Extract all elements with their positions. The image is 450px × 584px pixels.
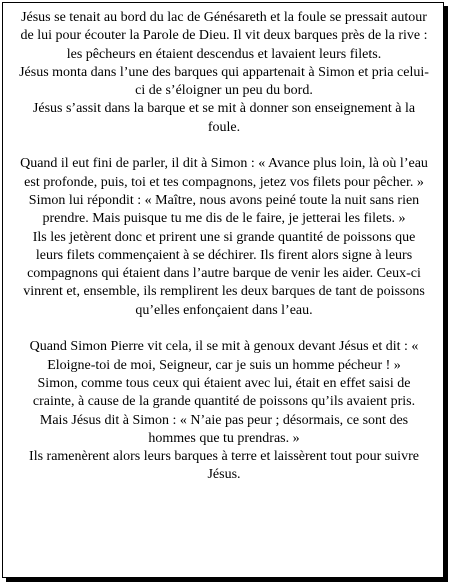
- paragraph-gap: [19, 320, 429, 338]
- paragraph-catch: Ils les jetèrent donc et prirent une si grande quantité de poissons que leurs filets commençaient à se déchirer. Ils firent alors signe à leurs compagnons qui étaient dans l’autre barque de venir les aider. Ceux-ci vinrent et, ensemble, ils remplirent les deux barques de tant de poissons qu’elles enfonçaient dans l’eau.: [23, 229, 425, 318]
- paragraph-crowd: Jésus se tenait au bord du lac de Génésareth et la foule se pressait autour de lui pour écouter la Parole de Dieu. Il vit deux barques près de la rive : les pêcheurs en étaient descendus et lavaient leurs filets.: [20, 10, 428, 62]
- gospel-text: [19, 9, 429, 485]
- paragraph-fear: Simon, comme tous ceux qui étaient avec lui, était en effet saisi de crainte, à cause de la grande quantité de poissons qu’ils avaient pris.: [32, 375, 416, 410]
- paragraph-boat: Jésus monta dans l’une des barques qui appartenait à Simon et pria celui-ci de s’éloigner un peu du bord.: [19, 64, 429, 99]
- paragraph-follow: Ils ramenèrent alors leurs barques à terre et laissèrent tout pour suivre Jésus.: [29, 449, 419, 483]
- paragraph-teaching: Jésus s’assit dans la barque et se mit à donner son enseignement à la foule.: [32, 101, 416, 135]
- paragraph-simon-reply: Simon lui répondit : « Maître, nous avons peiné toute la nuit sans rien prendre. Mais puisque tu me dis de le faire, je jetterai les filets. »: [28, 192, 420, 227]
- text-frame: [2, 2, 444, 578]
- paragraph-command: Quand il eut fini de parler, il dit à Simon : « Avance plus loin, là où l’eau est profonde, puis, toi et tes compagnons, jetez vos filets pour pêcher. »: [20, 156, 428, 190]
- paragraph-peter-kneels: Quand Simon Pierre vit cela, il se mit à genoux devant Jésus et dit : « Eloigne-toi de moi, Seigneur, car je suis un homme pécheur ! »: [29, 339, 419, 373]
- paragraph-fishers-of-men: Mais Jésus dit à Simon : « N’aie pas peur ; désormais, ce sont des hommes que tu prendras. »: [39, 412, 409, 446]
- paragraph-gap: [19, 137, 429, 155]
